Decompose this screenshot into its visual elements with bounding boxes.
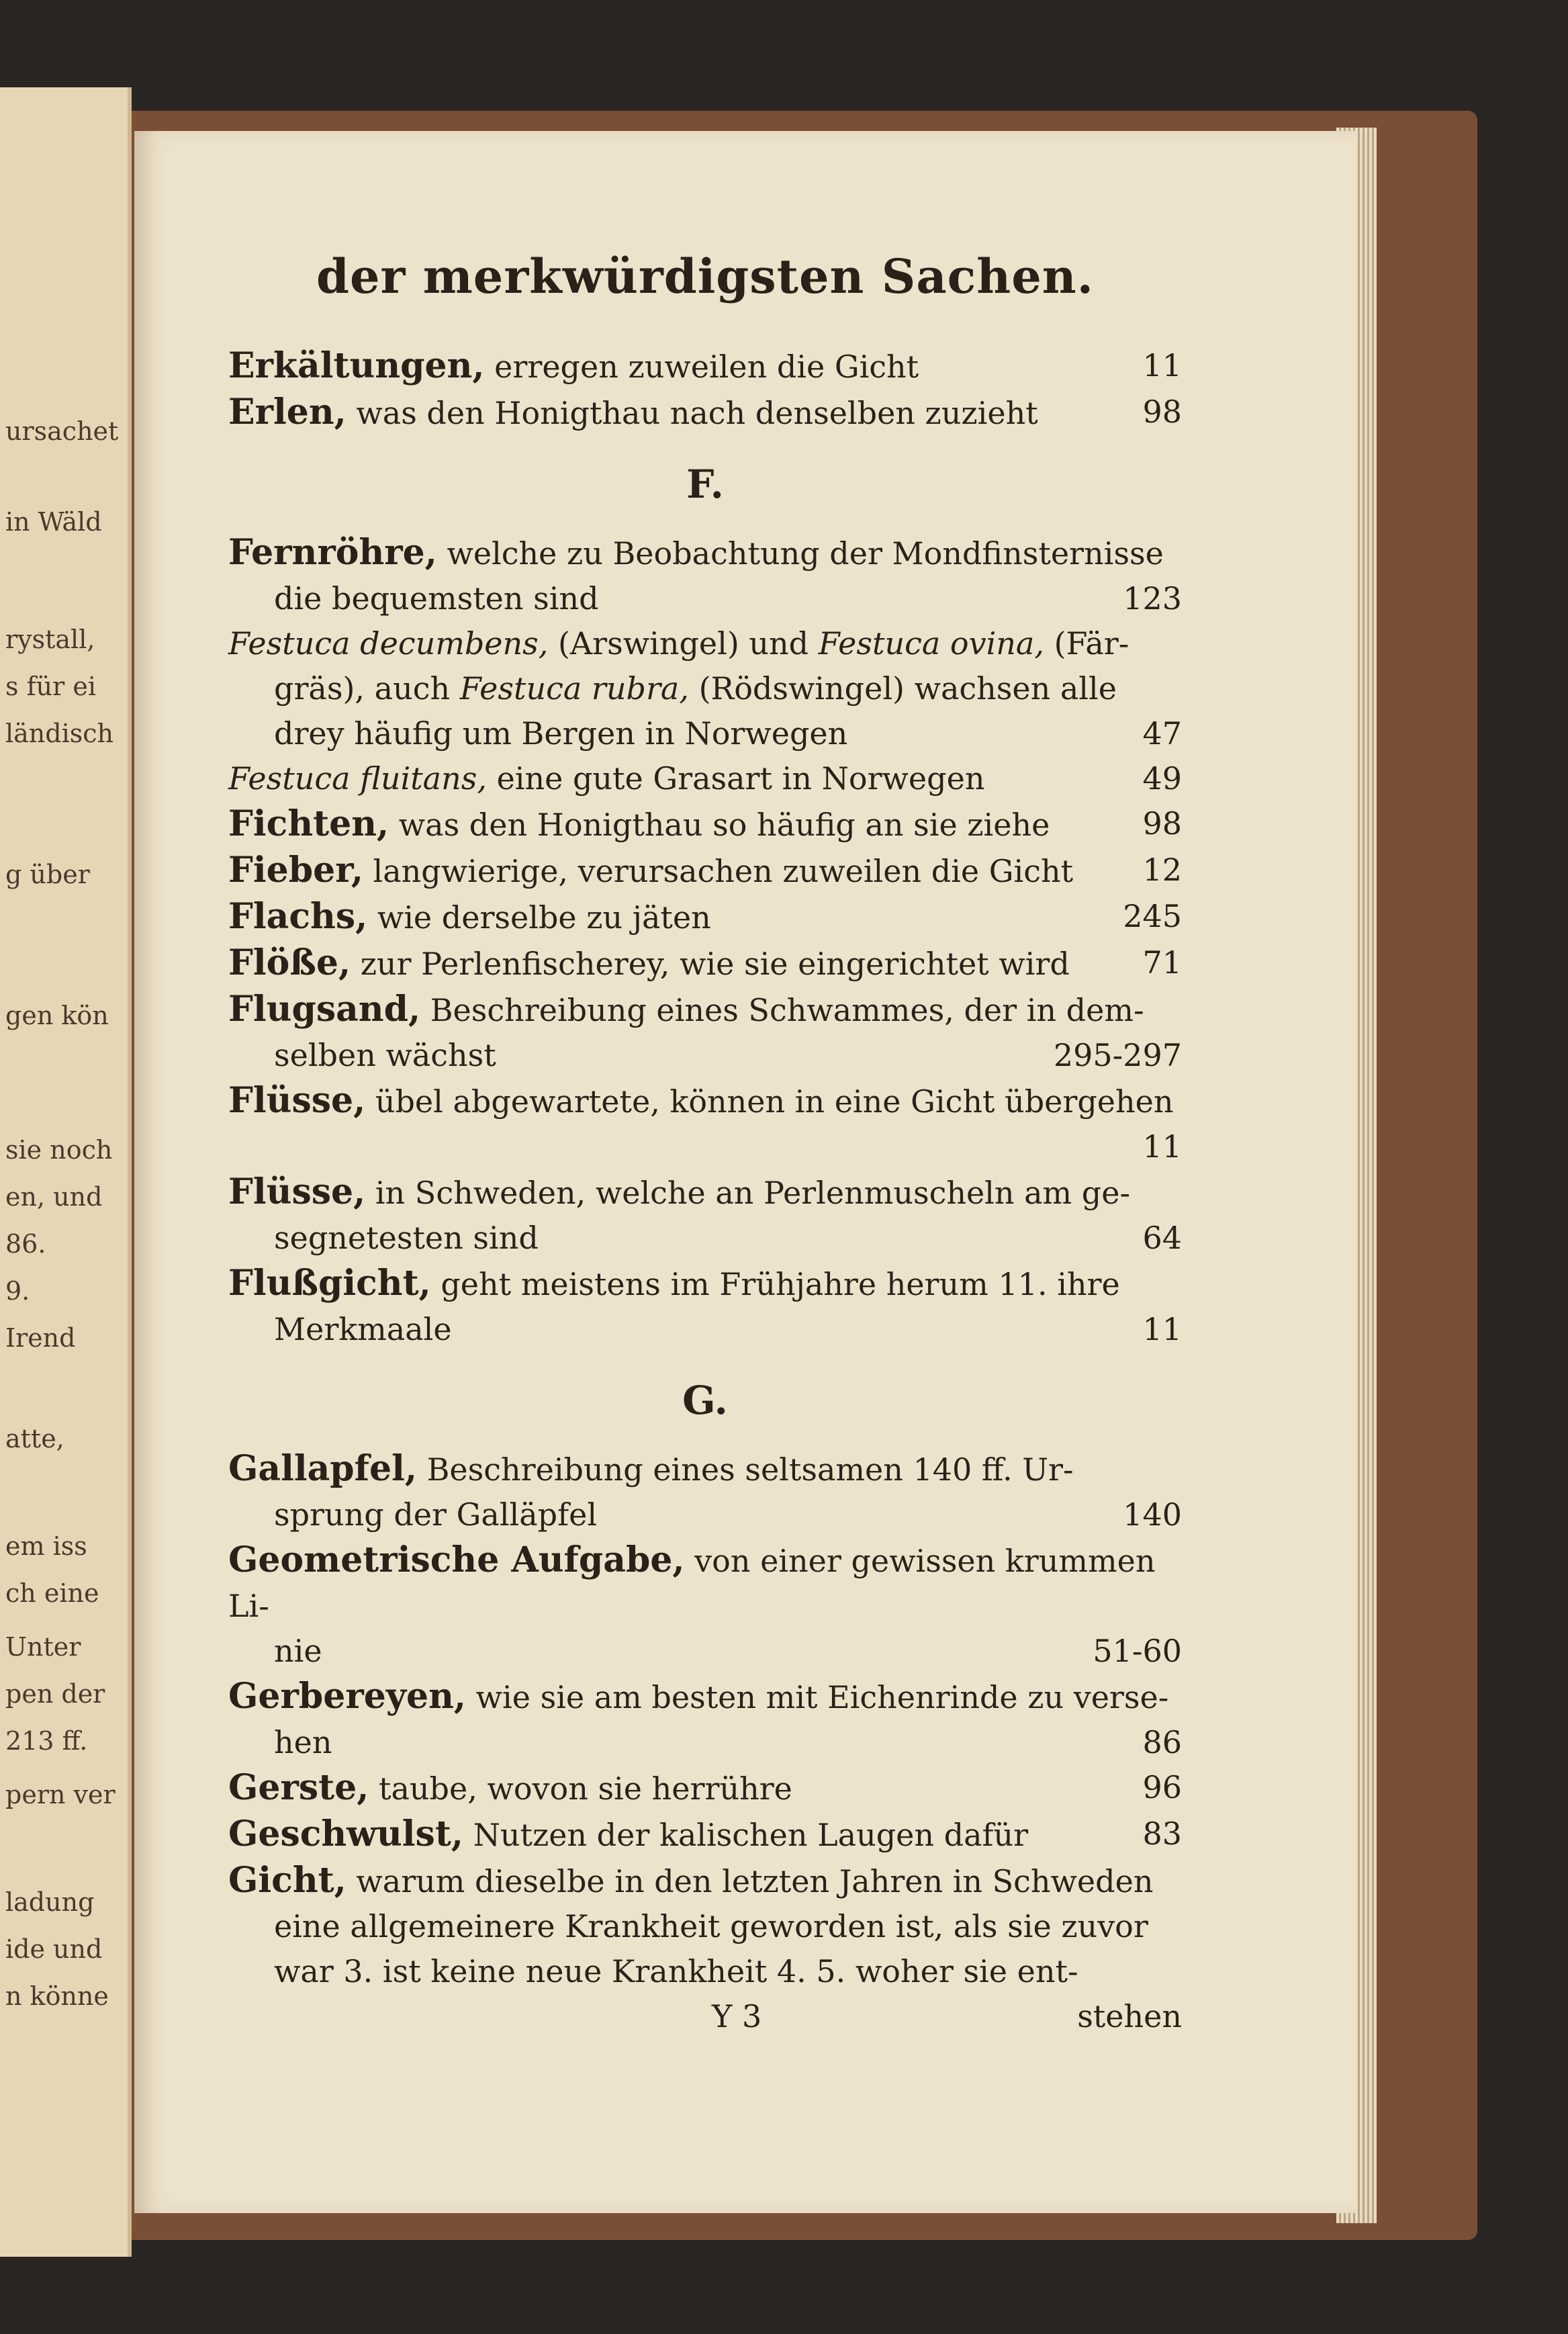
entry-text: nie xyxy=(274,1633,322,1669)
entry-term: Erlen, xyxy=(228,392,347,433)
page-number: 140 xyxy=(1123,1496,1182,1533)
index-entry xyxy=(228,756,1182,801)
index-text xyxy=(228,249,1182,2039)
entry-text: gräs), auch xyxy=(274,670,451,707)
margin-fragment: n könne xyxy=(5,1981,109,2011)
entry-term: Flüsse, xyxy=(228,1171,366,1212)
margin-fragment: Unter xyxy=(5,1632,81,1662)
margin-fragment: Irend xyxy=(5,1323,76,1353)
index-entry xyxy=(228,1261,1182,1352)
entry-text: drey häufig um Bergen in Norwegen xyxy=(274,715,848,752)
page-number: 11 xyxy=(1142,347,1182,384)
index-entry xyxy=(228,987,1182,1078)
latin-name: Festuca rubra, xyxy=(459,670,689,707)
entry-text: langwierige, verursachen zuweilen die Gicht xyxy=(373,853,1074,889)
margin-fragment: 9. xyxy=(5,1276,30,1306)
page-number: 49 xyxy=(1142,760,1182,797)
page-number: 12 xyxy=(1142,852,1182,888)
margin-fragment: g über xyxy=(5,860,90,889)
section-letter-g: G. xyxy=(682,1378,728,1423)
index-entry xyxy=(228,940,1182,987)
index-entry xyxy=(228,1169,1182,1261)
entry-term: Gicht, xyxy=(228,1860,347,1901)
entry-term: Flüsse, xyxy=(228,1080,366,1121)
margin-fragment: rystall, xyxy=(5,625,95,654)
index-entry xyxy=(228,1765,1182,1811)
entry-text: Beschreibung eines Schwammes, der in dem- xyxy=(430,992,1144,1028)
section-letter-f: F. xyxy=(686,461,724,507)
entry-text: sprung der Galläpfel xyxy=(274,1496,598,1533)
entry-term: Fichten, xyxy=(228,803,389,844)
margin-fragment: ladung xyxy=(5,1887,95,1917)
index-entry xyxy=(228,1078,1182,1169)
entry-text: selben wächst xyxy=(274,1037,496,1073)
signature-mark: Y 3 xyxy=(712,1998,762,2034)
entry-text: zur Perlenfischerey, wie sie eingerichtet wird xyxy=(360,946,1070,982)
margin-fragment: ländisch xyxy=(5,719,114,748)
entry-text: hen xyxy=(274,1724,332,1760)
page-number: 123 xyxy=(1123,580,1182,617)
index-entry xyxy=(228,621,1182,756)
entry-text: was den Honigthau nach denselben zuzieht xyxy=(356,395,1038,431)
entry-text: eine gute Grasart in Norwegen xyxy=(496,760,985,797)
index-entry xyxy=(228,1858,1182,1994)
entry-term: Gerbereyen, xyxy=(228,1676,467,1717)
page-number: 98 xyxy=(1142,805,1182,842)
margin-fragment: gen kön xyxy=(5,1001,109,1030)
entry-text: eine allgemeinere Krankheit geworden ist, als sie zuvor xyxy=(274,1908,1148,1944)
entry-text: (Rödswingel) wachsen alle xyxy=(698,670,1117,707)
entry-text: wie sie am besten mit Eichenrinde zu verse- xyxy=(475,1679,1169,1715)
margin-fragment: 86. xyxy=(5,1229,46,1259)
entry-text: segnetesten sind xyxy=(274,1220,539,1256)
page-number: 245 xyxy=(1123,898,1182,934)
entry-text: Nutzen der kalischen Laugen dafür xyxy=(473,1817,1029,1853)
margin-fragment: sie noch xyxy=(5,1135,113,1165)
entry-text: wie derselbe zu jäten xyxy=(377,899,711,936)
margin-fragment: in Wäld xyxy=(5,507,102,537)
latin-name: Festuca fluitans, xyxy=(228,760,487,797)
margin-fragment: s für ei xyxy=(5,672,97,701)
page-number: 96 xyxy=(1142,1769,1182,1805)
margin-fragment: ide und xyxy=(5,1934,103,1964)
margin-fragment: ursachet xyxy=(5,416,119,446)
entry-text: war 3. ist keine neue Krankheit 4. 5. woher sie ent- xyxy=(274,1953,1078,1989)
index-entry xyxy=(228,1446,1182,1537)
index-entry xyxy=(228,530,1182,621)
entry-text: von einer gewissen krummen Li- xyxy=(228,1543,1156,1624)
entry-term: Gallapfel, xyxy=(228,1448,417,1489)
page-number: 86 xyxy=(1142,1724,1182,1760)
page-number: 71 xyxy=(1142,944,1182,981)
margin-fragment: em iss xyxy=(5,1531,87,1561)
entry-term: Flöße, xyxy=(228,942,351,983)
entry-term: Flachs, xyxy=(228,896,368,937)
entry-text: übel abgewartete, können in eine Gicht übergehen xyxy=(375,1083,1174,1120)
entry-text: in Schweden, welche an Perlenmuscheln am ge- xyxy=(375,1175,1131,1211)
margin-fragment: pen der xyxy=(5,1679,105,1709)
page-number: 295-297 xyxy=(1053,1037,1182,1073)
entry-term: Flußgicht, xyxy=(228,1263,431,1304)
index-entry xyxy=(228,848,1182,894)
entry-text: Merkmaale xyxy=(274,1311,452,1347)
entry-text: geht meistens im Frühjahre herum 11. ihre xyxy=(441,1266,1120,1302)
entry-term: Geschwulst, xyxy=(228,1813,463,1854)
entry-text: warum dieselbe in den letzten Jahren in Schweden xyxy=(356,1863,1154,1899)
entry-text: was den Honigthau so häufig an sie ziehe xyxy=(398,807,1050,843)
index-entry xyxy=(228,801,1182,848)
entry-text: Beschreibung eines seltsamen 140 ff. Ur- xyxy=(426,1451,1074,1488)
page-number: 64 xyxy=(1142,1220,1182,1256)
page-number: 11 xyxy=(1142,1128,1182,1165)
margin-fragment: ch eine xyxy=(5,1578,99,1608)
entry-term: Fieber, xyxy=(228,850,363,891)
entry-text: die bequemsten sind xyxy=(274,580,599,617)
index-entry xyxy=(228,343,1182,390)
entry-term: Erkältungen, xyxy=(228,345,485,386)
entry-term: Fernröhre, xyxy=(228,532,437,573)
facing-page-edge xyxy=(0,87,132,2257)
page-number: 11 xyxy=(1142,1311,1182,1347)
page-number: 83 xyxy=(1142,1815,1182,1852)
latin-name: Festuca decumbens, xyxy=(228,625,549,662)
running-head: der merkwürdigsten Sachen. xyxy=(316,249,1094,304)
margin-fragment: en, und xyxy=(5,1182,103,1212)
entry-text: taube, wovon sie herrühre xyxy=(379,1770,792,1807)
entry-term: Geometrische Aufgabe, xyxy=(228,1539,685,1580)
entry-text: (Fär- xyxy=(1054,625,1129,662)
page-number: 51-60 xyxy=(1093,1633,1182,1669)
page-footer xyxy=(228,1994,1182,2039)
index-entry xyxy=(228,894,1182,940)
entry-text: erregen zuweilen die Gicht xyxy=(494,349,919,385)
margin-fragment: atte, xyxy=(5,1424,64,1453)
margin-fragment: 213 ff. xyxy=(5,1726,88,1756)
entry-text: welche zu Beobachtung der Mondfinsternisse xyxy=(447,535,1164,572)
entry-term: Flugsand, xyxy=(228,989,421,1030)
entry-term: Gerste, xyxy=(228,1767,369,1808)
entry-text: (Arswingel) und xyxy=(557,625,809,662)
catchword: stehen xyxy=(1077,1998,1182,2034)
page-number: 98 xyxy=(1142,394,1182,430)
index-entry xyxy=(228,390,1182,436)
margin-fragment: pern ver xyxy=(5,1780,116,1809)
page-number: 47 xyxy=(1142,715,1182,752)
index-entry xyxy=(228,1811,1182,1858)
index-entry xyxy=(228,1674,1182,1765)
latin-name: Festuca ovina, xyxy=(818,625,1044,662)
index-entry xyxy=(228,1537,1182,1674)
